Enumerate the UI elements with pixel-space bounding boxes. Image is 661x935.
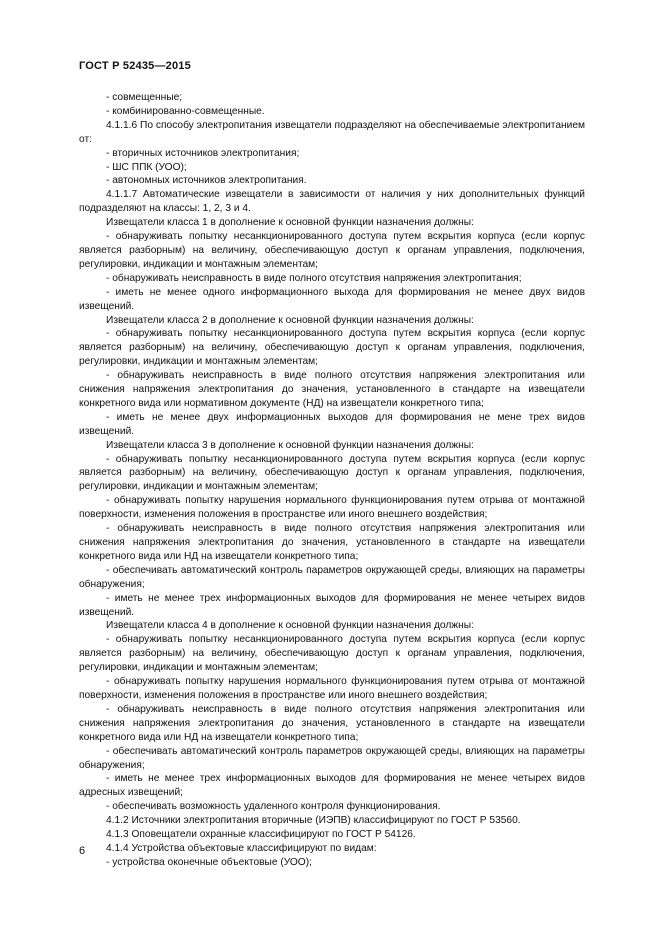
paragraph: - обнаруживать попытку несанкционированного доступа путем вскрытия корпуса (если корпус является разборным) на величину, обеспечивающую доступ к органам управления, подключения, регулировки, индикации и монтажным элементам;	[79, 328, 585, 368]
paragraph: - комбинированно-совмещенные.	[106, 105, 265, 117]
paragraph: - автономных источников электропитания.	[106, 175, 307, 187]
paragraph: - обнаруживать неисправность в виде полного отсутствия напряжения электропитания;	[106, 272, 522, 284]
paragraph: Извещатели класса 1 в дополнение к основной функции назначения должны:	[106, 217, 474, 229]
paragraph: - вторичных источников электропитания;	[106, 147, 300, 159]
paragraph: Извещатели класса 4 в дополнение к основной функции назначения должны:	[106, 620, 474, 632]
paragraph: - устройства оконечные объектовые (УОО);	[106, 856, 312, 868]
paragraph: - обнаруживать попытку несанкционированного доступа путем вскрытия корпуса (если корпус является разборным) на величину, обеспечивающую доступ к органам управления, подключения, регулировки, индикации и монтажным элементам;	[79, 231, 585, 270]
paragraph: - обнаруживать неисправность в виде полного отсутствия напряжения электропитания или снижения напряжения электропитания до значения, установленного в стандарте на извещатели конкретного вида или нормативном документе (НД) на извещатели конкретного типа;	[79, 370, 585, 409]
paragraph: - обнаруживать попытку несанкционированного доступа путем вскрытия корпуса (если корпус является разборным) на величину, обеспечивающую доступ к органам управления, подключения, регулировки, индикации и монтажным элементам;	[79, 453, 585, 493]
paragraph: - обнаруживать попытку нарушения нормального функционирования путем отрыва от монтажной поверхности, изменения положения в пространстве или иного внешнего воздействия;	[79, 495, 585, 521]
standard-header: ГОСТ Р 52435—2015	[79, 60, 191, 72]
paragraph: - иметь не менее одного информационного выхода для формирования не менее двух видов извещений.	[79, 286, 585, 312]
paragraph: 4.1.2 Источники электропитания вторичные (ИЭПВ) классифицируют по ГОСТ Р 53560.	[106, 815, 521, 827]
paragraph: 4.1.1.6 По способу электропитания извещатели подразделяют на обеспечиваемые электропитанием от:	[79, 119, 585, 145]
paragraph: - обеспечивать автоматический контроль параметров окружающей среды, влияющих на параметры обнаружения;	[79, 745, 585, 771]
page-number: 6	[79, 845, 86, 857]
paragraph: - обнаруживать попытку несанкционированного доступа путем вскрытия корпуса (если корпус является разборным) на величину, обеспечивающую доступ к органам управления, подключения, регулировки, индикации и монтажным элементам;	[79, 634, 585, 674]
paragraph: - обнаруживать неисправность в виде полного отсутствия напряжения электропитания или снижения напряжения электропитания до значения, установленного в стандарте на извещатели конкретного вида или НД на извещатели конкретного типа;	[79, 523, 585, 562]
paragraph: - совмещенные;	[106, 92, 183, 103]
paragraph: 4.1.3 Оповещатели охранные классифицируют по ГОСТ Р 54126.	[106, 829, 416, 841]
paragraph: - обнаруживать неисправность в виде полного отсутствия напряжения электропитания или снижения напряжения электропитания до значения, установленного в стандарте на извещатели конкретного вида или НД на извещатели конкретного типа;	[79, 703, 585, 743]
paragraph: 4.1.4 Устройства объектовые классифицируют по видам:	[106, 842, 377, 854]
document-body	[79, 91, 585, 870]
paragraph: - иметь не менее трех информационных выходов для формирования не менее четырех видов адресных извещений;	[79, 773, 585, 799]
paragraph: - обеспечивать возможность удаленного контроля функционирования.	[106, 801, 441, 813]
paragraph: 4.1.1.7 Автоматические извещатели в зависимости от наличия у них дополнительных функций подразделяют на классы: 1, 2, 3 и 4.	[79, 189, 585, 215]
paragraph: Извещатели класса 3 в дополнение к основной функции назначения должны:	[106, 439, 474, 451]
paragraph: - ШС ППК (УОО);	[106, 161, 187, 173]
paragraph: - обеспечивать автоматический контроль параметров окружающей среды, влияющих на параметры обнаружения;	[79, 564, 585, 590]
paragraph: Извещатели класса 2 в дополнение к основной функции назначения должны:	[106, 314, 474, 326]
paragraph: - иметь не менее трех информационных выходов для формирования не менее четырех видов извещений.	[79, 592, 585, 618]
paragraph: - иметь не менее двух информационных выходов для формирования не мене трех видов извещений.	[79, 411, 585, 437]
paragraph: - обнаруживать попытку нарушения нормального функционирования путем отрыва от монтажной поверхности, изменения положения в пространстве или иного внешнего воздействия;	[79, 676, 585, 701]
